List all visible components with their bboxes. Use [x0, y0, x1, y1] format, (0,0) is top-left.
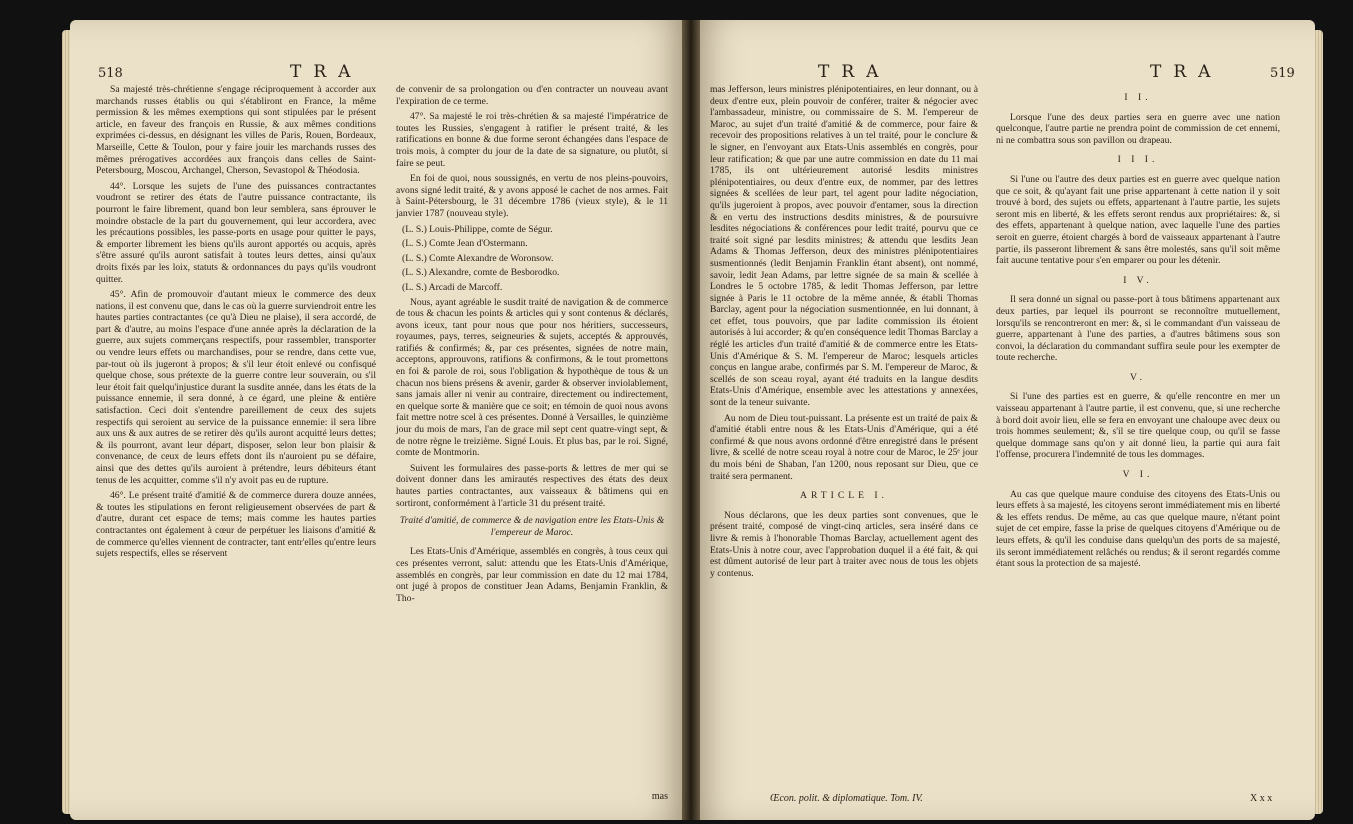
paragraph: Au cas que quelque maure conduise des citoyens des Etats-Unis ou leurs effets à sa majesté, les citoyens seront immédiatement mis en liberté & les effets rendus. De même, au cas que quelque maure, n'étant point sujet de cet empire, fasse la prise de quelques citoyens d'Amérique ou de leurs effets, & qu'il les conduise dans quelqu'un des ports de sa majesté, ils seront immédiatement relâchés ou rendus; & il seront regardés comme étant sous la protection de sa majesté. — [996, 488, 1280, 570]
article-heading: V. — [1129, 371, 1147, 383]
paragraph: 47°. Sa majesté le roi très-chrétien & sa majesté l'impératrice de toutes les Russies, s'engagent à ratifier le présent traité, & les ratifications en bonne & due forme seront échangées dans l'espace de trois mois, à compter du jour de la date de sa signature, ou plutôt, si faire se peut. — [396, 111, 668, 169]
signatory: (L. S.) Comte Jean d'Ostermann. — [402, 238, 528, 250]
signatory: (L. S.) Comte Alexandre de Woronsow. — [402, 252, 554, 264]
right-column-1 — [710, 84, 978, 583]
page-footer: Œcon. polit. & diplomatique. Tom. IV. — [770, 793, 923, 804]
running-head-right-2: TRA — [1150, 62, 1223, 82]
paragraph: Si l'une des parties est en guerre, & qu'elle rencontre en mer un vaisseau appartenant à l'autre partie, il est convenu, que, si une recherche à bord doit avoir lieu, elle se fera en envoyant une chaloupe avec deux ou trois hommes seulement; &, s'il se tire quelque coup, ou qu'il se fasse quelque dommage sans qu'on y ait donné lieu, la partie qui aura fait l'offense, procurera l'indemnité de tous les dommages. — [996, 391, 1280, 461]
signatory: (L. S.) Arcadi de Marcoff. — [402, 281, 503, 293]
treaty-title: Traité d'amitié, de commerce & de navigation entre les Etats-Unis & l'empereur de Maroc. — [399, 515, 665, 538]
paragraph: Nous déclarons, que les deux parties sont convenues, que le présent traité, composé de vingt-cinq articles, sera inséré dans ce livre & remis à l'honorable Thomas Barclay, actuellement agent des Etats-Unis à notre cour, avec l'approbation duquel il a été fait, & qui est dûment autorisé de leur part à traiter avec nous de tous les objets y contenus. — [710, 509, 978, 579]
right-page — [690, 20, 1315, 820]
paragraph: Lorsque l'une des deux parties sera en guerre avec une nation quelconque, l'autre partie ne prendra point de commission de cet ennemi, ni ne combattra sous son pavillon ou drapeau. — [996, 111, 1280, 146]
article-heading: I I I. — [1117, 154, 1159, 166]
article-heading: I V. — [1123, 274, 1153, 286]
article-heading: ARTICLE I. — [800, 490, 888, 502]
paragraph: Si l'une ou l'autre des deux parties est en guerre avec quelque nation que ce soit, & qu'ayant fait une prise appartenant à cette nation il y soit trouvé à bord, des sujets ou effets, appartenant à l'autre partie, les sujets seront mis en liberté, & les effets seront rendus aux propriétaires: &, si des effets, appartenant à quelque nation, avec laquelle l'une des parties seroit en guerre, étoient chargés à bord de vaisseaux appartenant à l'autre partie, ils passeront librement & sans être molestés, sans qu'il soit même fait aucune tentative pour s'en emparer ou pour les détenir. — [996, 173, 1280, 267]
left-column-1 — [96, 84, 376, 564]
article-heading: I I. — [1124, 92, 1152, 103]
paragraph: mas Jefferson, leurs ministres plénipotentiaires, en leur donnant, ou à deux d'entre eux, plein pouvoir de conférer, traiter & négocier avec l'ambassadeur, ministre, ou commissaire de S. M. l'empereur de Maroc, au sujet d'un traité d'amitié & de commerce, pour faire & recevoir des propositions relatives à un tel traité, pour le conclure & le signer, en l'envoyant aux Etats-Unis assemblés en congrès, pour leur ratification; & que par une autre commission en date du 11 mai 1785, ils ont ultérieurement autorisé lesdits ministres plénipotentiaires, ou deux d'entre eux, de nommer, par des lettres signées & scellées de leur part, tel agent pour ladite négociation, qu'ils jugeroient à propos, avec pouvoir d'entamer, sous la direction & en vertu des instructions desdits ministres, & de poursuivre lesdites négociations & conférences pour ledit traité, pourvu que ce traité soit signé par lesdits ministres; & attendu que lesdits Jean Adams & Thomas Jefferson, deux des ministres plénipotentiaires susmentionnés (ledit Benjamin Franklin étant absent), ont nommé, savoir, ledit Jean Adams, par lettre signée de sa main & scellée à Londres le 5 octobre 1785, & ledit Thomas Jefferson, par lettre signée à Paris le 11 octobre de la même année, & établi Thomas Barclay, agent pour la négociation susmentionnée, en lui donnant, à cet effet, tous pouvoirs, que par ladite commission ils étoient autorisés à lui accorder; & qu'en conséquence ledit Thomas Barclay a réglé les articles d'un traité d'amitié & de commerce entre les Etats-Unis d'Amérique & S. M. l'empereur de Maroc; lesquels articles conçus en langue arabe, confirmés par S. M. l'empereur de Maroc, & scellés de son sceau royal, ayant été traduits en la langue desdits Etats-Unis d'Amérique, ensemble avec les attestations y annexées, sont de la teneur suivante. — [710, 84, 978, 409]
paragraph: Les Etats-Unis d'Amérique, assemblés en congrès, à tous ceux qui ces présentes verront, salut: attendu que les Etats-Unis d'Amérique, assemblés en congrès, par leur commission en date du 12 mai 1784, ont jugé à propos de constituer Jean Adams, Benjamin Franklin, & Tho- — [396, 546, 668, 604]
left-page — [70, 20, 690, 820]
paragraph: Au nom de Dieu tout-puissant. La présente est un traité de paix & d'amitié établi entre nous & les Etats-Unis d'Amérique, qui a été confirmé & que nous avons ordonné d'être enregistré dans le présent livre, & scellé de notre sceau royal à notre cour de Maroc, le 25ᵉ jour du mois béni de Shaban, l'an 1200, nous reposant sur Dieu, que ce traité sera permanent. — [710, 412, 978, 482]
paragraph: En foi de quoi, nous soussignés, en vertu de nos pleins-pouvoirs, avons signé ledit traité, & y avons apposé le cachet de nos armes. Fait à Saint-Pétersbourg, le 31 décembre 1786 (vieux style), & le 11 janvier 1787 (nouveau style). — [396, 173, 668, 219]
page-number-left: 518 — [98, 66, 123, 81]
paragraph: Suivent les formulaires des passe-ports & lettres de mer qui se doivent donner dans les amirautés respectives des états des deux hautes parties contractantes, aux vaisseaux & bâtimens qui en sortiront, conformément à l'article 31 du présent traité. — [396, 462, 668, 509]
left-column-2 — [396, 84, 668, 608]
paragraph: 46°. Le présent traité d'amitié & de commerce durera douze années, & toutes les stipulations en feront religieusement observées de part & d'autre, durant cet espace de tems; mais comme les hautes parties contractantes ont également à cœur de perpétuer les liaisons d'amitié & de commerce qu'elles viennent de contracter, tant entr'elles qu'entre leurs sujets respectifs, elles se réservent — [96, 490, 376, 560]
paragraph: Sa majesté très-chrétienne s'engage réciproquement à accorder aux marchands russes établis ou qui s'établiront en France, la même permission & les mêmes exemptions qui sont stipulées par le présent article, en faveur des françois en Russie, & aux mêmes conditions exprimées ci-dessus, en désignant les villes de Paris, Rouen, Bordeaux, Marseille, Cette & Toulon, pour y faire jouir les marchands russes des mêmes prérogatives accordées aux françois dans celles de Saint-Petersbourg, Moscou, Archangel, Cherson, Sevastopol & Théodosia. — [96, 84, 376, 177]
running-head-left: TRA — [290, 62, 363, 82]
paragraph: de convenir de sa prolongation ou d'en contracter un nouveau avant l'expiration de ce terme. — [396, 84, 668, 107]
signatory: (L. S.) Alexandre, comte de Besborodko. — [402, 267, 560, 279]
page-number-right: 519 — [1270, 66, 1295, 81]
right-column-2 — [996, 84, 1280, 574]
paragraph: 45°. Afin de promouvoir d'autant mieux le commerce des deux nations, il est convenu que, dans le cas où la guerre surviendroit entre les hautes parties contractantes (ce qu'à Dieu ne plaise), il sera accordé, de part & d'autre, au moins l'espace d'une année après la déclaration de la guerre, aux sujets commerçans respectifs, pour rassembler, transporter ou vendre leurs effets ou marchandises, pour se rendre, dans cette vue, par-tout où ils jugeront à propos; & s'il leur étoit enlevé ou confisqué quelque chose, sous prétexte de la guerre contre leur souverain, ou s'il leur étoit fait quelqu'injustice durant la susdite année, dans les états de la puissance ennemie, il sera donné, à ce égard, une pleine & entière satisfaction. Ceci doit s'entendre pareillement de ceux des sujets respectifs qui seroient au service de la puissance ennemie: il sera libre aux uns & aux autres de se retirer dès qu'ils auront acquitté leurs dettes; & ils pourront, avant leur départ, disposer, selon leur bon plaisir & convenance, de ceux de leurs effets dont ils n'auroient pu se défaire, ainsi que des dettes qu'ils auroient à prétendre, leurs débiteurs étant tenus de les acquitter, comme s'il n'y avoit pas eu de rupture. — [96, 289, 376, 486]
signature-mark: X x x — [1250, 793, 1273, 804]
paragraph: Il sera donné un signal ou passe-port à tous bâtimens appartenant aux deux parties, par lequel ils pourront se reconnoître mutuellement, lorsqu'ils se rencontreront en mer: &, si le commandant d'un vaisseau de guerre, appartenant à l'une des parties, a d'autres bâtimens sous son convoi, la déclaration du commandant suffira seule pour les exempter de toute recherche. — [996, 294, 1280, 364]
paragraph: Nous, ayant agréable le susdit traité de navigation & de commerce de tous & chacun les points & articles qui y sont contenus & déclarés, avons iceux, tant pour nous que pour nos héritiers, successeurs, royaumes, pays, terres, seigneuries & sujets, acceptés & approuvés, ratifiés & confirmés; &, par ces présentes, signées de notre main, acceptons, approuvons, ratifions & confirmons, & le tout promettons en foi & parole de roi, sous l'obligation & hypothèque de tous & un chacun nos biens présens & avenir, garder & observer inviolablement, sans jamais aller ni venir au contraire, directement ou indirectement, en quelque sorte & manière que ce soit; en témoin de quoi nous avons fait mettre notre scel à ces présentes. Donné à Versailles, le quinzième jour du mois de mars, l'an de grace mil sept cent quatre-vingt sept, & de notre règne le treizième. Signé Louis. Et plus bas, par le roi. Signé, comte de Montmorin. — [396, 296, 668, 459]
paragraph: 44°. Lorsque les sujets de l'une des puissances contractantes voudront se retirer des états de l'autre puissance contractante, ils pourront le faire librement, quand bon leur semblera, sans éprouver le moindre obstacle de la part du gouvernement, qui leur accordera, avec les précautions possibles, les passe-ports en usage pour quitter le pays, & emporter librement les biens qu'ils auront apportés ou acquis, après s'être assuré qu'ils auront satisfait à toutes leurs dettes, ainsi qu'aux droits fixés par les loix, statuts & ordonnances du pays qu'ils voudront quitter. — [96, 180, 376, 285]
catchword: mas — [651, 791, 668, 802]
book-gutter — [682, 20, 700, 820]
signatory: (L. S.) Louis-Philippe, comte de Ségur. — [402, 223, 553, 235]
article-heading: V I. — [1122, 469, 1154, 481]
running-head-right-1: TRA — [818, 62, 891, 82]
